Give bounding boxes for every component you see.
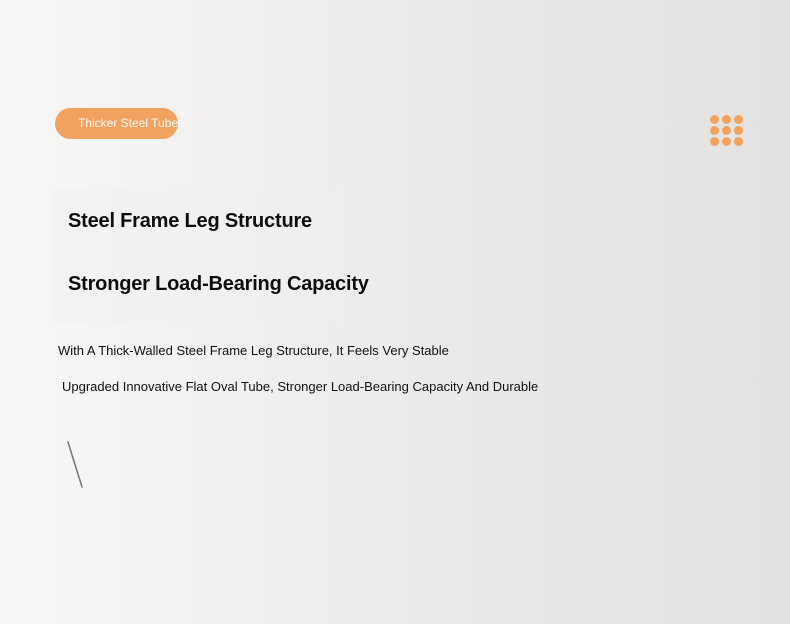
- description-line-2: Upgraded Innovative Flat Oval Tube, Stronger Load-Bearing Capacity And Durable: [62, 379, 539, 394]
- headline-line-1: Steel Frame Leg Structure: [68, 210, 312, 232]
- slash-line-icon: [66, 440, 86, 490]
- dot: [710, 137, 719, 146]
- dot: [734, 137, 743, 146]
- dot: [710, 115, 719, 124]
- dot: [734, 115, 743, 124]
- dot: [722, 126, 731, 135]
- dot: [734, 126, 743, 135]
- feature-badge: Thicker Steel Tube: [55, 108, 178, 139]
- headline-line-2: Stronger Load-Bearing Capacity: [68, 273, 369, 295]
- dot: [722, 115, 731, 124]
- grid-dots-icon[interactable]: [710, 115, 744, 147]
- dot: [722, 137, 731, 146]
- dot: [710, 126, 719, 135]
- description-line-1: With A Thick-Walled Steel Frame Leg Structure, It Feels Very Stable: [58, 343, 449, 358]
